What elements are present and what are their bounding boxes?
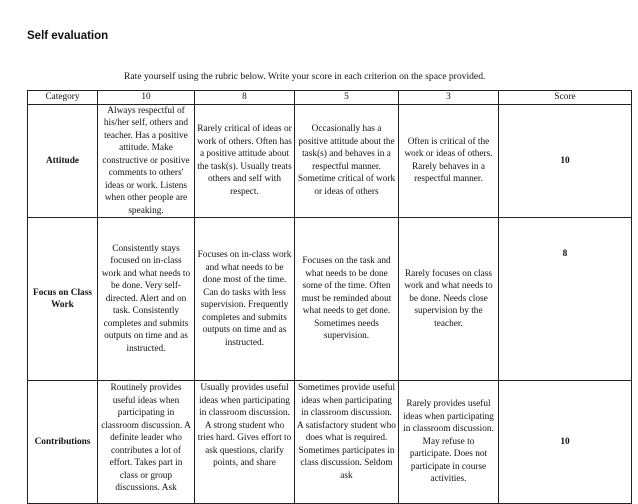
criterion-8-cell: Rarely critical of ideas or work of others. Often has a positive attitude about the task(s). Usually treats others and self with respect. [195, 104, 295, 218]
criterion-5-cell: Focuses on the task and what needs to be done some of the time. Often must be reminded about what needs to get done. Sometimes needs supervision. [295, 218, 399, 381]
header-3: 3 [399, 91, 499, 105]
score-cell: 8 [499, 218, 632, 381]
criterion-3-cell: Rarely focuses on class work and what needs to be done. Needs close supervision by the teacher. [399, 218, 499, 381]
category-cell: Focus on Class Work [28, 218, 98, 381]
criterion-10-cell: Consistently stays focused on in-class work and what needs to be done. Very self-directed. Alert and on task. Consistently completes and submits outputs on time and as instructed. [98, 218, 195, 381]
instructions-text: Rate yourself using the rubric below. Write your score in each criterion on the space provided. [124, 71, 486, 82]
criterion-3-cell: Rarely provides useful ideas when participating in classroom discussion. May refuse to participate. Does not participate in course activities. [399, 381, 499, 504]
category-cell: Contributions [28, 381, 98, 504]
table-row [28, 218, 632, 381]
criterion-3-cell: Often is critical of the work or ideas of others. Rarely behaves in a respectful manner. [399, 104, 499, 218]
criterion-8-cell: Focuses on in-class work and what needs to be done most of the time. Can do tasks with less supervision. Frequently completes and submits outputs on time and as instructed. [195, 218, 295, 381]
header-10: 10 [98, 91, 195, 105]
header-8: 8 [195, 91, 295, 105]
header-5: 5 [295, 91, 399, 105]
criterion-8-cell: Usually provides useful ideas when participating in classroom discussion. A strong student who tries hard. Gives effort to ask questions, clarify points, and share [195, 381, 295, 504]
criterion-10-cell: Always respectful of his/her self, others and teacher. Has a positive attitude. Make constructive or positive comments to others' ideas or work. Listens when other people are speaking. [98, 104, 195, 218]
score-cell: 10 [499, 104, 632, 218]
criterion-5-cell: Occasionally has a positive attitude about the task(s) and behaves in a respectful manner. Sometime critical of work or ideas of others [295, 104, 399, 218]
header-category: Category [28, 91, 98, 105]
table-row [28, 104, 632, 218]
criterion-5-cell: Sometimes provide useful ideas when participating in classroom discussion. A satisfactory student who does what is required. Sometimes participates in class discussion. Seldom ask [295, 381, 399, 504]
rubric-table [27, 90, 632, 504]
header-row [28, 91, 632, 105]
criterion-10-cell: Routinely provides useful ideas when participating in classroom discussion. A definite leader who contributes a lot of effort. Takes part in class or group discussions. Ask [98, 381, 195, 504]
page-title: Self evaluation [27, 30, 109, 42]
header-score: Score [499, 91, 632, 105]
table-row [28, 381, 632, 504]
score-cell: 10 [499, 381, 632, 504]
category-cell: Attitude [28, 104, 98, 218]
